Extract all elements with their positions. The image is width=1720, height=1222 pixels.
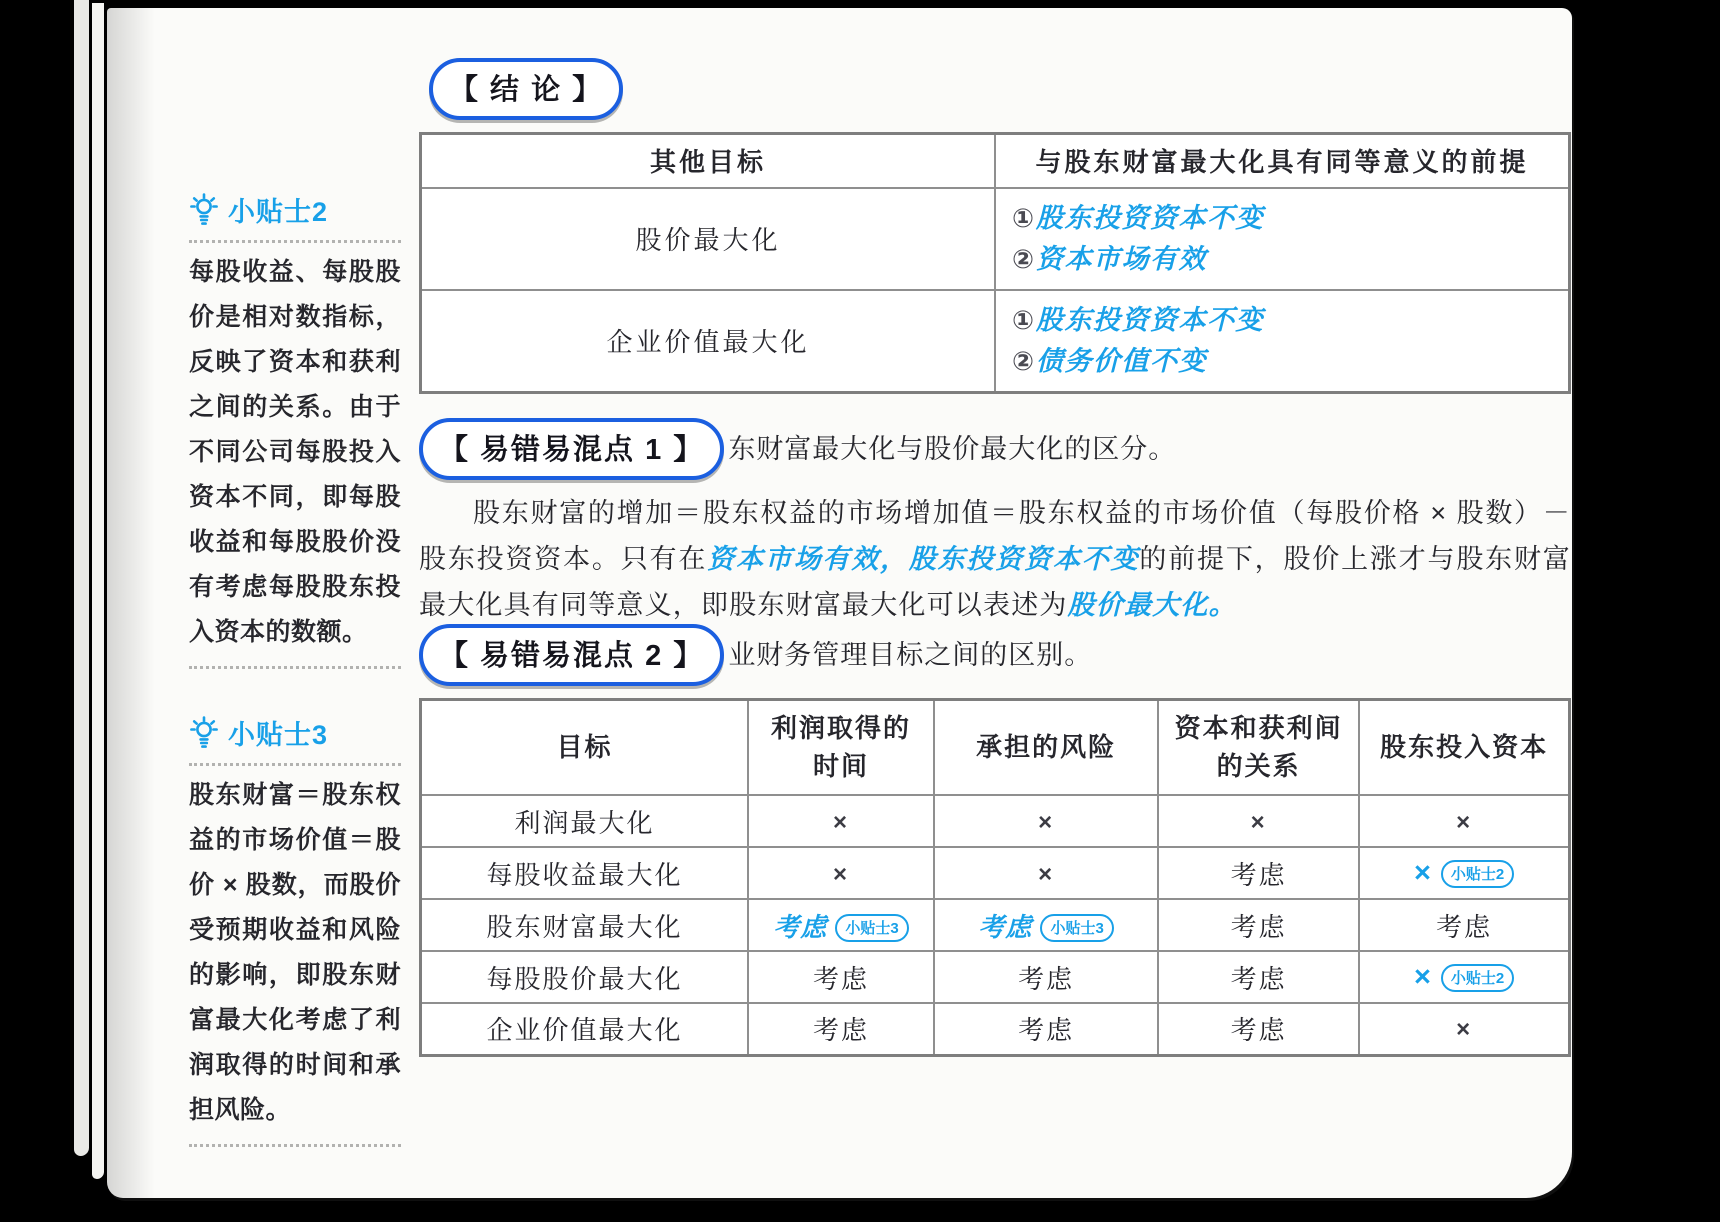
lightbulb-icon	[189, 716, 219, 749]
column-header: 目标	[421, 699, 748, 795]
book-page	[107, 8, 1572, 1198]
value-cell	[1158, 1003, 1359, 1055]
point1-paragraph	[419, 490, 1571, 628]
page-stack-edge-inner	[92, 3, 104, 1179]
premise-line	[1012, 239, 1560, 280]
circled-number: ②	[1012, 345, 1035, 376]
premise-cell	[995, 290, 1570, 393]
point2-heading	[419, 624, 1571, 686]
table-row	[421, 795, 1570, 847]
cell-mark: 考虑	[1436, 911, 1493, 942]
tip-2-title-row	[189, 190, 401, 229]
comparison-table	[419, 698, 1571, 1057]
premise-text: 股东投资资本不变	[1036, 304, 1265, 335]
highlighted-phrase: 资本市场有效，股东投资资本不变	[707, 543, 1140, 574]
value-cell	[1158, 847, 1359, 899]
lightbulb-icon	[189, 193, 219, 226]
value-cell	[1158, 795, 1359, 847]
cell-mark: 考虑	[1230, 911, 1287, 942]
tip-2	[189, 190, 401, 669]
circled-number: ②	[1012, 243, 1035, 274]
value-cell	[1158, 899, 1359, 951]
value-cell	[1359, 899, 1569, 951]
value-cell	[748, 899, 934, 951]
column-header: 利润取得的时间	[748, 699, 934, 795]
highlighted-phrase: 股价最大化。	[1067, 589, 1237, 620]
dotted-divider	[189, 240, 401, 243]
goal-cell: 股东财富最大化	[421, 899, 748, 951]
conclusion-table	[419, 132, 1571, 394]
circled-number: ①	[1012, 304, 1035, 335]
point2-intro: 业财务管理目标之间的区别。	[728, 640, 1093, 670]
header-row	[421, 134, 1570, 188]
cell-mark: ×	[833, 808, 850, 836]
table-row	[421, 951, 1570, 1003]
goal-cell: 企业价值最大化	[421, 290, 996, 393]
cell-mark: 考虑	[1018, 963, 1075, 994]
circled-number: ①	[1012, 202, 1035, 233]
conclusion-table-body	[421, 134, 1570, 393]
tip-3	[189, 713, 401, 1147]
table-row	[421, 899, 1570, 951]
cell-mark: 考虑	[813, 963, 870, 994]
sidebar-tips	[189, 190, 401, 1154]
cell-mark: ×	[1413, 960, 1433, 993]
value-cell	[1359, 951, 1569, 1003]
paragraph-text: 的前提下，股价上涨才与股东财富最大化具有同等意义，即股东财富最大化可以表述为	[419, 543, 1572, 620]
premise-line	[1012, 300, 1560, 341]
value-cell	[934, 1003, 1158, 1055]
main-content	[419, 8, 1571, 1057]
value-cell	[1359, 1003, 1569, 1055]
point1-heading	[419, 418, 1571, 480]
premise-line	[1012, 341, 1560, 382]
goal-cell: 股价最大化	[421, 188, 996, 290]
value-cell	[748, 847, 934, 899]
column-header: 股东投入资本	[1359, 699, 1569, 795]
dotted-divider	[189, 666, 401, 669]
premise-text: 债务价值不变	[1036, 345, 1208, 376]
table-row	[421, 290, 1570, 393]
value-cell	[1359, 795, 1569, 847]
value-cell	[934, 847, 1158, 899]
cell-mark: 考虑	[978, 911, 1033, 942]
table-row	[421, 188, 1570, 290]
goal-cell: 每股收益最大化	[421, 847, 748, 899]
premise-cell	[995, 188, 1570, 290]
cell-mark: 考虑	[1230, 1015, 1287, 1046]
value-cell	[748, 951, 934, 1003]
value-cell	[934, 951, 1158, 1003]
column-header: 其他目标	[421, 134, 996, 188]
value-cell	[748, 795, 934, 847]
column-header: 与股东财富最大化具有同等意义的前提	[995, 134, 1570, 188]
premise-text: 资本市场有效	[1036, 243, 1208, 274]
cell-mark: 考虑	[813, 1015, 870, 1046]
tip-ref-badge: 小贴士2	[1441, 860, 1514, 888]
tip-3-title: 小贴士3	[228, 720, 329, 750]
goal-cell: 利润最大化	[421, 795, 748, 847]
cell-mark: 考虑	[1230, 963, 1287, 994]
header-row	[421, 699, 1570, 795]
point1-intro: 东财富最大化与股价最大化的区分。	[728, 434, 1177, 464]
tip-2-title: 小贴士2	[228, 197, 329, 227]
dotted-divider	[189, 1144, 401, 1147]
premise-text: 股东投资资本不变	[1036, 202, 1265, 233]
cell-mark: ×	[1456, 1016, 1473, 1044]
tip-3-title-row	[189, 713, 401, 752]
point1-badge: 【 易错易混点 1 】	[419, 418, 724, 480]
cell-mark: ×	[1038, 808, 1055, 836]
goal-cell: 企业价值最大化	[421, 1003, 748, 1055]
comparison-table-body	[421, 699, 1570, 1055]
goal-cell: 每股股价最大化	[421, 951, 748, 1003]
value-cell	[748, 1003, 934, 1055]
cell-mark: ×	[1456, 808, 1473, 836]
conclusion-badge: 【 结 论 】	[429, 58, 623, 120]
cell-mark: ×	[1250, 808, 1267, 836]
tip-ref-badge: 小贴士3	[835, 914, 908, 942]
cell-mark: ×	[1038, 860, 1055, 888]
value-cell	[1359, 847, 1569, 899]
table-row	[421, 1003, 1570, 1055]
paragraph-text: 股东财富的增加＝股东权益的市场增加值＝股东权益的市场价值（每股价格 × 股数）－股东投资资本。只有在	[419, 497, 1571, 574]
cell-mark: 考虑	[1018, 1015, 1075, 1046]
cell-mark: ×	[1413, 856, 1433, 889]
page-stack-edge	[74, 0, 89, 1156]
value-cell	[1158, 951, 1359, 1003]
cell-mark: 考虑	[1230, 859, 1287, 890]
column-header: 承担的风险	[934, 699, 1158, 795]
premise-line	[1012, 198, 1560, 239]
tip-ref-badge: 小贴士2	[1441, 964, 1514, 992]
column-header: 资本和获利间的关系	[1158, 699, 1359, 795]
table-row	[421, 847, 1570, 899]
point2-badge: 【 易错易混点 2 】	[419, 624, 724, 686]
cell-mark: 考虑	[773, 911, 828, 942]
dotted-divider	[189, 763, 401, 766]
tip-3-text: 股东财富＝股东权益的市场价值＝股价 × 股数，而股价受预期收益和风险的影响，即股东财富最大化考虑了利润取得的时间和承担风险。	[189, 781, 401, 1124]
value-cell	[934, 795, 1158, 847]
value-cell	[934, 899, 1158, 951]
cell-mark: ×	[833, 860, 850, 888]
tip-2-text: 每股收益、每股股价是相对数指标，反映了资本和获利之间的关系。由于不同公司每股投入资本不同，即每股收益和每股股价没有考虑每股股东投入资本的数额。	[189, 258, 401, 646]
tip-ref-badge: 小贴士3	[1040, 914, 1113, 942]
